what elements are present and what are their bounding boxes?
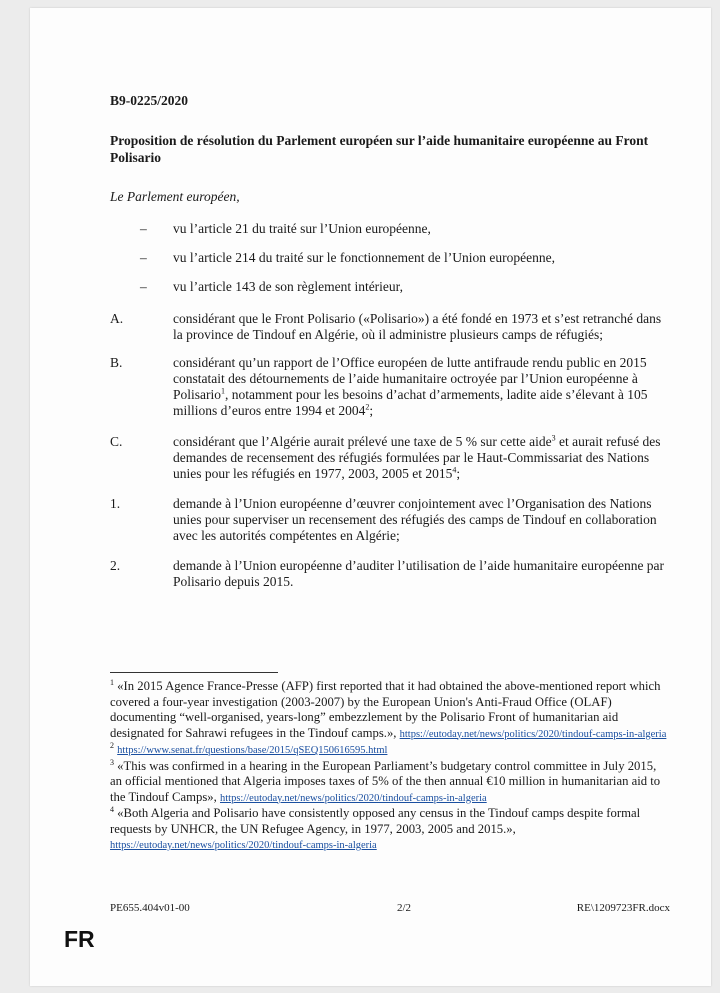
footer-file-name: RE\1209723FR.docx <box>576 902 670 914</box>
footnote: $^4$ «Both Algeria and Polisario have consistently opposed any census in the Tindouf camps despite formal requests by UNHCR, the UN Refugee Agency, in 1977, 2003, 2005 and 2015.», https://eutoday.net/news/politics/2020/tindouf-camps-in-algeria <box>110 804 641 851</box>
recital-marker: C. <box>110 434 123 449</box>
document-title: Proposition de résolution du Parlement européen sur l’aide humanitaire européenne au Front Polisario <box>110 133 649 165</box>
document-reference: B9-0225/2020 <box>110 93 189 108</box>
request-marker: 2. <box>110 558 121 573</box>
recital-marker: A. <box>110 311 124 326</box>
footnote-link[interactable]: https://eutoday.net/news/politics/2020/tindouf-camps-in-algeria <box>399 728 667 740</box>
request-text: demande à l’Union européenne d’œuvrer conjointement avec l’Organisation des Nations unies pour superviser un recensement des réfugiés des camps de Tindouf en collaboration avec les autorités compétentes en Algérie; <box>173 496 657 543</box>
citation-marker: – <box>140 250 147 265</box>
recital-text: considérant que le Front Polisario («Polisario») a été fondé en 1973 et s’est retranché dans la province de Tindouf en Algérie, où il administre plusieurs camps de réfugiés; <box>173 311 662 342</box>
footnote-separator <box>110 672 278 673</box>
footnote: $^1$ «In 2015 Agence France-Presse (AFP) first reported that it had obtained the above-mentioned report which covered a four-year investigation (2003-2007) by the European Union's Anti-Fraud Office (OLAF) documenting “well-organised, years-long” embezzlement by the Polisario Front of humanitarian aid designated for Sahrawi refugees in the Tindouf camps.», https://eutoday.net/news/politics/2020/tindouf-camps-in-algeria <box>110 677 667 740</box>
recital-text: considérant que l’Algérie aurait prélevé une taxe de 5 % sur cette aide$^3$ et aurait refusé des demandes de recensement des réfugiés formulées par le Haut-Commissariat des Nations unies pour les réfugiés en 1977, 2003, 2005 et 2015$^4$; <box>173 433 661 481</box>
citation-text: vu l’article 214 du traité sur le fonctionnement de l’Union européenne, <box>173 250 555 265</box>
footer-page-number: 2/2 <box>397 902 412 914</box>
request-marker: 1. <box>110 496 121 511</box>
footnote-ref: 4 <box>452 465 457 475</box>
footnote-ref: 2 <box>365 402 370 412</box>
citation-marker: – <box>140 221 147 236</box>
language-label: FR <box>64 926 95 952</box>
recital-marker: B. <box>110 355 123 370</box>
footnote-ref: 1 <box>221 386 226 396</box>
document-page <box>30 8 711 986</box>
footnote-link[interactable]: https://eutoday.net/news/politics/2020/tindouf-camps-in-algeria <box>219 792 487 804</box>
footnote: $^2$ https://www.senat.fr/questions/base/2015/qSEQ150616595.html <box>110 740 388 756</box>
citation-marker: – <box>140 279 147 294</box>
citation-text: vu l’article 143 de son règlement intérieur, <box>173 279 404 294</box>
footer-document-code: PE655.404v01-00 <box>110 902 190 914</box>
footnote-link[interactable]: https://www.senat.fr/questions/base/2015/qSEQ150616595.html <box>117 745 388 756</box>
footnote: $^3$ «This was confirmed in a hearing in the European Parliament’s budgetary control committee in July 2015, an official mentioned that Algeria imposes taxes of 5% of the then annual €10 million in humanitarian aid to the Tindouf Camps», https://eutoday.net/news/politics/2020/tindouf-camps-in-algeria <box>110 757 661 804</box>
footnote-ref: 3 <box>551 433 556 443</box>
recital-text: considérant qu’un rapport de l’Office européen de lutte antifraude rendu public en 2015 constatait des détournements de l’aide humanitaire octroyée par l’Union européenne à Polisario$^1$, notamment pour les besoins d’achat d’armements, ladite aide s’élevant à 105 millions d’euros entre 1994 et 2004$^2$; <box>173 355 648 418</box>
document-intro: Le Parlement européen, <box>110 189 240 204</box>
request-text: demande à l’Union européenne d’auditer l’utilisation de l’aide humanitaire européenne par Polisario depuis 2015. <box>173 558 665 589</box>
citation-text: vu l’article 21 du traité sur l’Union européenne, <box>173 221 431 236</box>
footnotes <box>110 679 670 854</box>
footnote-link[interactable]: https://eutoday.net/news/politics/2020/tindouf-camps-in-algeria <box>110 840 377 851</box>
